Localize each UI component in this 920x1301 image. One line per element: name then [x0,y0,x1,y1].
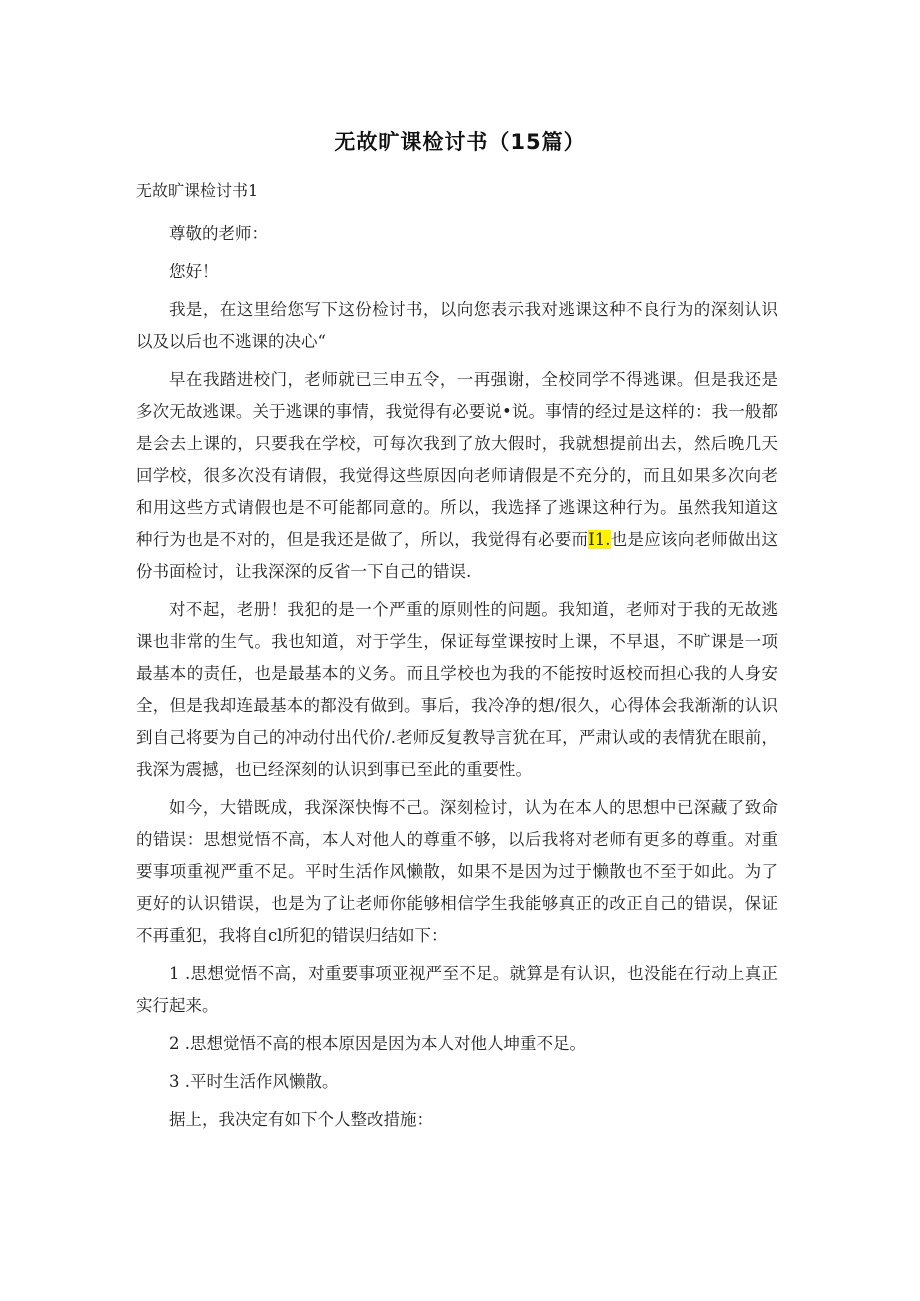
highlighted-text: I1. [588,530,611,549]
paragraph-4: 如今，大错既成，我深深快悔不己。深刻检讨，认为在本人的思想中已深藏了致命的错误：思想觉悟不高，本人对他人的尊重不够，以后我将对老师有更多的尊重。对重要事项重视严重不足。平时生活作风懒散，如果不是因为过于懒散也不至于如此。为了更好的认识错误，也是为了让老师你能够相信学生我能够真正的改正自己的错误，保证不再重犯，我将自cl所犯的错误归结如下： [136,798,778,945]
list-item: 3 .平时生活作风懒散。 [169,1072,339,1091]
greeting: 尊敬的老师： [169,224,268,243]
list-item: 2 .思想觉悟不高的根本原因是因为本人对他人坤重不足。 [169,1034,586,1053]
paragraph-2 [136,364,778,588]
letter-body [136,218,778,1142]
list-item: 1 .思想觉悟不高，对重要事项亚视严至不足。就算是有认识，也没能在行动上真正实行起来。 [136,964,778,1015]
closing-line: 据上，我决定有如下个人整改措施： [169,1110,433,1129]
paragraph-3: 对不起，老册！我犯的是一个严重的原则性的问题。我知道，老师对于我的无故逃课也非常的生气。我也知道，对于学生，保证每堂课按时上课，不早退，不旷课是一项最基本的责任，也是最基本的义务。而且学校也为我的不能按时返校而担心我的人身安全，但是我却连最基本的都没有做到。事后，我冷净的想/很久，心得体会我渐渐的认识到自己将要为自己的冲动付出代价/.老师反复教导言犹在耳，严肃认或的表情犹在眼前，我深为震撼，也已经深刻的认识到事已至此的重要性。 [136,600,778,779]
error-list [136,958,778,1098]
section-heading: 无故旷课检讨书1 [136,181,259,200]
page-title: 无故旷课检讨书（15篇） [334,130,586,154]
paragraph-2-tail: 也是应该向老师做出这份书面检讨，让我深深的反省一下自己的错误. [136,530,779,581]
hello-line: 您好！ [169,262,219,281]
paragraph-2-text: 早在我踏进校门，老师就已三申五令，一再强谢，全校同学不得逃课。但是我还是多次无故逃课。关于逃课的事情，我觉得有必要说•说。事情的经过是这样的：我一般都是会去上课的，只要我在学校，可每次我到了放大假时，我就想提前出去，然后晚几天回学校，很多次没有请假，我觉得这些原因向老师请假是不充分的，而且如果多次向老和用这些方式请假也是不可能都同意的。所以，我选择了逃课这种行为。虽然我知道这种行为也是不对的，但是我还是做了，所以，我觉得有必要而 [136,370,778,549]
paragraph-1: 我是，在这里给您写下这份检讨书，以向您表示我对逃课这种不良行为的深刻认识以及以后也不逃课的决心“ [136,300,778,351]
